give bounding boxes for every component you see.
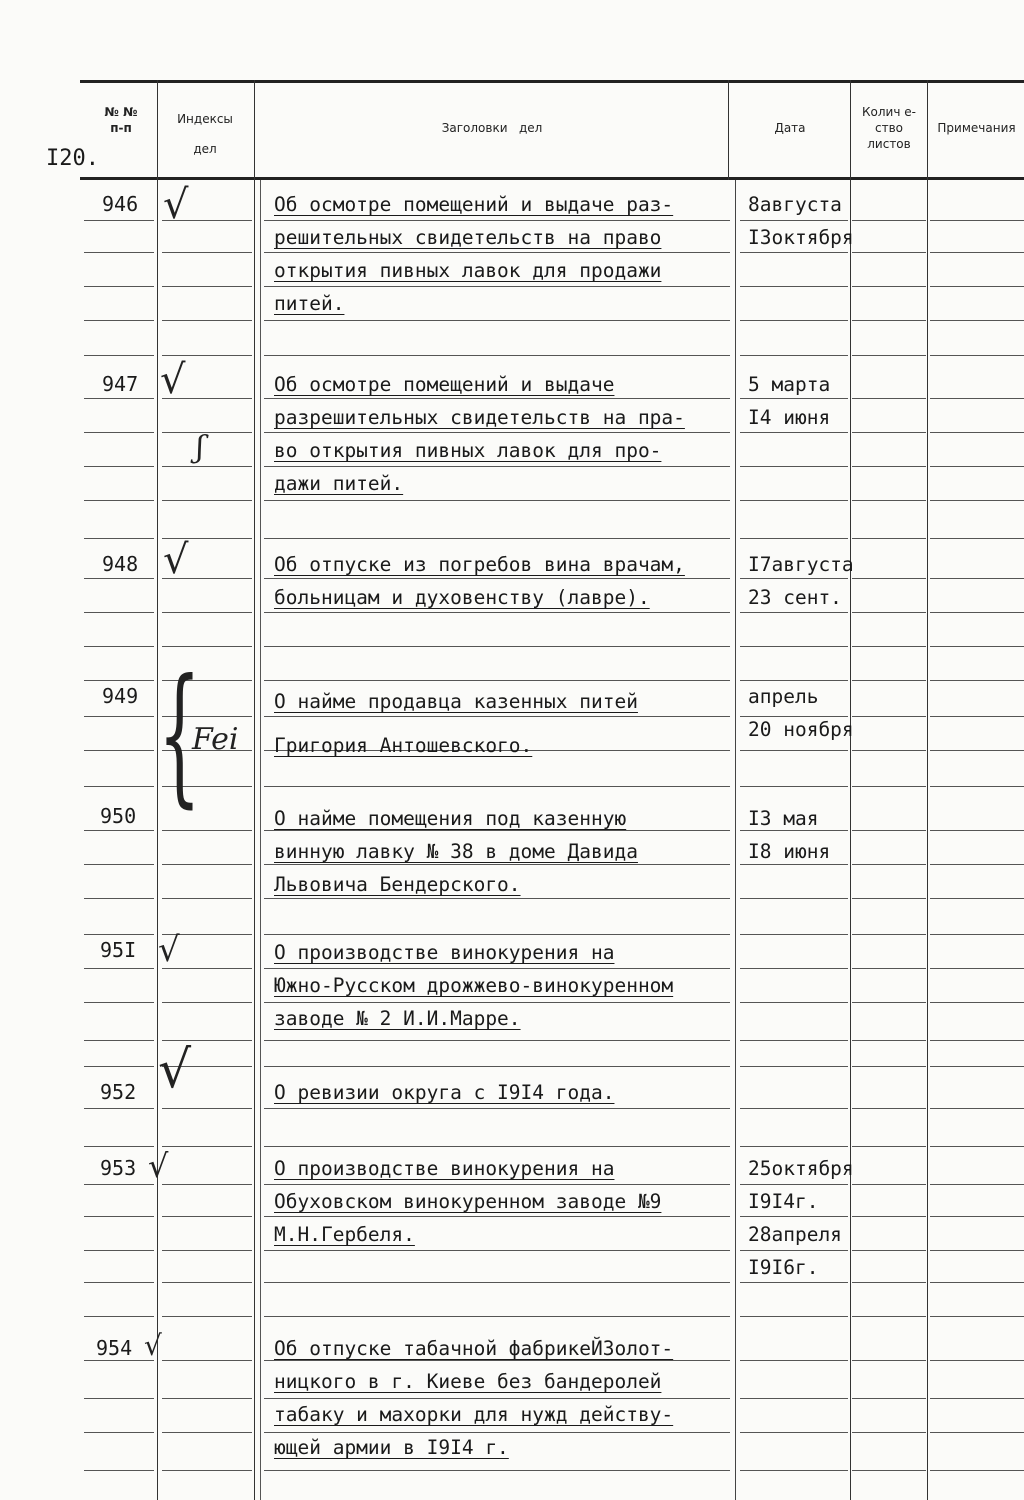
ruled-line [930, 612, 1024, 613]
ruled-line [264, 320, 730, 321]
column-divider [728, 80, 729, 180]
ruled-line [740, 786, 848, 787]
ruled-line [852, 398, 926, 399]
ruled-line [852, 1250, 926, 1251]
entry-date: I9I4г. [748, 1190, 819, 1213]
entry-title-line: питей. [274, 292, 345, 315]
ruled-line [84, 1398, 154, 1399]
ruled-line [84, 252, 154, 253]
entry-number: 946 [102, 192, 139, 216]
ruled-line [264, 500, 730, 501]
ruled-line [162, 1146, 252, 1147]
ruled-line [740, 1360, 848, 1361]
ruled-line [162, 864, 252, 865]
ruled-line [930, 220, 1024, 221]
entry-number: 954 [96, 1336, 133, 1360]
ruled-line [264, 934, 730, 935]
entry-title-line: ющей армии в I9I4 г. [274, 1436, 509, 1459]
ruled-line [930, 538, 1024, 539]
ruled-line [84, 612, 154, 613]
entry-date: 5 марта [748, 373, 831, 396]
header-col-date-text: Дата [774, 121, 806, 135]
header-top-rule [80, 80, 1024, 83]
ruled-line [930, 500, 1024, 501]
ruled-line [162, 830, 252, 831]
ruled-line [84, 1108, 154, 1109]
ruled-line [84, 864, 154, 865]
entry-title-line: Об отпуске табачной фабрикеЙЗолот- [274, 1337, 674, 1360]
entry-title-line: разрешительных свидетельств на пра- [274, 406, 685, 429]
ruled-line [852, 786, 926, 787]
check-mark-icon: √ [163, 537, 189, 583]
entry-number: 953 [100, 1156, 137, 1180]
entry-title [274, 548, 685, 614]
ruled-line [852, 466, 926, 467]
ruled-line [852, 1316, 926, 1317]
entry-title-line: винную лавку № 38 в доме Давида [274, 840, 638, 863]
ruled-line [84, 680, 154, 681]
ruled-line [84, 750, 154, 751]
ruled-line [162, 1184, 252, 1185]
ruled-line [930, 1146, 1024, 1147]
ruled-line [162, 1282, 252, 1283]
ruled-line [852, 500, 926, 501]
ruled-line [84, 1002, 154, 1003]
entry-title-line: Григория Антошевского. [274, 734, 533, 757]
entry-dates [748, 368, 830, 434]
ruled-line [852, 538, 926, 539]
ruled-line [740, 1398, 848, 1399]
ruled-line [162, 1316, 252, 1317]
ruled-line [162, 1470, 252, 1471]
ruled-line [930, 646, 1024, 647]
ruled-line [84, 355, 154, 356]
ruled-line [852, 1282, 926, 1283]
check-mark-icon: √ [148, 1147, 169, 1185]
ruled-line [852, 320, 926, 321]
ruled-line [930, 355, 1024, 356]
ruled-line [162, 1398, 252, 1399]
header-col-count-text: Колич е- ство листов [862, 105, 916, 151]
ruled-line [264, 1470, 730, 1471]
check-mark-icon: √ [158, 1040, 192, 1100]
ruled-line [930, 1002, 1024, 1003]
entry-title-line: О ревизии округа с I9I4 года. [274, 1081, 615, 1104]
entry-number: 947 [102, 372, 139, 396]
ruled-line [264, 1066, 730, 1067]
ruled-line [84, 1040, 154, 1041]
check-mark-icon: √ [160, 357, 186, 403]
entry-date: I3 мая [748, 807, 819, 830]
ruled-line [930, 786, 1024, 787]
ruled-line [930, 320, 1024, 321]
ruled-line [84, 320, 154, 321]
entry-title-line: ницкого в г. Киеве без бандеролей [274, 1370, 662, 1393]
ruled-line [740, 898, 848, 899]
ruled-line [84, 1146, 154, 1147]
entry-date: I9I6г. [748, 1256, 819, 1279]
ruled-line [852, 1432, 926, 1433]
entry-title-line: Южно-Русском дрожжево-винокуренном [274, 974, 674, 997]
ruled-line [852, 1040, 926, 1041]
ruled-line [740, 286, 848, 287]
ruled-line [852, 1398, 926, 1399]
entry-number: 949 [102, 684, 139, 708]
scribble-mark-icon: ʃ [196, 430, 205, 465]
ruled-line [740, 466, 848, 467]
ruled-line [852, 612, 926, 613]
ruled-line [84, 1184, 154, 1185]
ruled-line [852, 355, 926, 356]
entry-date: I3октября [748, 226, 854, 249]
ruled-line [740, 538, 848, 539]
entry-date: 28апреля [748, 1223, 842, 1246]
ruled-line [930, 898, 1024, 899]
ruled-line [852, 750, 926, 751]
ruled-line [930, 1250, 1024, 1251]
entry-date: I7августа [748, 553, 854, 576]
header-col-index-text: Индексы дел [177, 112, 233, 156]
ruled-line [162, 286, 252, 287]
entry-title-line: дажи питей. [274, 472, 404, 495]
ruled-line [852, 898, 926, 899]
ruled-line [852, 934, 926, 935]
check-mark-icon: √ [158, 930, 180, 970]
entry-dates [748, 1152, 854, 1284]
entry-title-line: открытия пивных лавок для продажи [274, 259, 662, 282]
ruled-line [84, 1316, 154, 1317]
ruled-line [930, 1432, 1024, 1433]
entry-title-line: табаку и махорки для нужд действу- [274, 1403, 674, 1426]
ruled-line [264, 1040, 730, 1041]
ruled-line [264, 646, 730, 647]
ruled-line [84, 786, 154, 787]
entry-number: 95I [100, 938, 137, 962]
ruled-line [740, 355, 848, 356]
ruled-line [930, 1360, 1024, 1361]
ruled-line [930, 432, 1024, 433]
entry-title-line: Львовича Бендерского. [274, 873, 521, 896]
ruled-line [852, 1002, 926, 1003]
entry-title-line: Об осмотре помещений и выдаче [274, 373, 615, 396]
ruled-line [264, 538, 730, 539]
ruled-line [84, 1432, 154, 1433]
ruled-line [162, 432, 252, 433]
entry-title [274, 802, 638, 901]
ruled-line [852, 1066, 926, 1067]
ruled-line [162, 466, 252, 467]
ruled-line [162, 355, 252, 356]
ruled-line [162, 1216, 252, 1217]
entry-date: апрель [748, 685, 819, 708]
ruled-line [84, 1250, 154, 1251]
ruled-line [162, 1002, 252, 1003]
header-col-notes-text: Примечания [937, 121, 1016, 135]
ruled-line [84, 1066, 154, 1067]
ruled-line [930, 286, 1024, 287]
entry-dates [748, 188, 854, 254]
ruled-line [740, 1316, 848, 1317]
entry-title [274, 188, 673, 320]
ruled-line [162, 646, 252, 647]
ruled-line [852, 646, 926, 647]
ruled-line [84, 898, 154, 899]
ruled-line [930, 1184, 1024, 1185]
ruled-line [852, 716, 926, 717]
ruled-line [930, 1108, 1024, 1109]
ruled-line [852, 968, 926, 969]
ruled-line [740, 1066, 848, 1067]
check-mark-icon: √ [144, 1329, 162, 1362]
ruled-line [852, 1184, 926, 1185]
ruled-line [930, 864, 1024, 865]
ruled-line [264, 1146, 730, 1147]
entry-title [274, 1076, 614, 1109]
ruled-line [162, 252, 252, 253]
ruled-line [930, 1040, 1024, 1041]
ruled-line [84, 466, 154, 467]
entry-number: 948 [102, 552, 139, 576]
ruled-line [84, 646, 154, 647]
header-col-num [88, 104, 154, 136]
ruled-line [84, 934, 154, 935]
entry-title-line: Об отпуске из погребов вина врачам, [274, 553, 685, 576]
entry-title-line: больницам и духовенству (лавре). [274, 586, 650, 609]
ruled-line [852, 252, 926, 253]
ruled-line [930, 1066, 1024, 1067]
ruled-line [930, 1282, 1024, 1283]
ruled-line [84, 220, 154, 221]
ruled-line [740, 1002, 848, 1003]
entry-title [274, 1332, 673, 1464]
column-divider [927, 80, 928, 1500]
page-number: I20. [46, 146, 99, 171]
ruled-line [84, 1470, 154, 1471]
ruled-line [84, 1216, 154, 1217]
entry-date: 8августа [748, 193, 842, 216]
entry-date: I4 июня [748, 406, 831, 429]
ruled-line [162, 1250, 252, 1251]
ruled-line [852, 432, 926, 433]
check-mark-icon: √ [163, 182, 189, 228]
entry-dates [748, 802, 830, 868]
header-col-notes [929, 120, 1024, 136]
header-col-count [852, 104, 926, 152]
entry-title [274, 936, 673, 1035]
ruled-line [852, 830, 926, 831]
header-col-date [732, 120, 848, 136]
ruled-line [740, 320, 848, 321]
entry-dates [748, 548, 854, 614]
ruled-line [84, 716, 154, 717]
ruled-line [740, 646, 848, 647]
entry-title-line: заводе № 2 И.И.Марре. [274, 1007, 521, 1030]
ruled-line [740, 968, 848, 969]
ruled-line [930, 750, 1024, 751]
entry-title [274, 1152, 661, 1251]
ruled-line [740, 1040, 848, 1041]
ruled-line [740, 500, 848, 501]
ruled-line [930, 1216, 1024, 1217]
entry-title-line: решительных свидетельств на право [274, 226, 662, 249]
entry-title-line: О производстве винокурения на [274, 1157, 615, 1180]
ruled-line [930, 680, 1024, 681]
ruled-line [264, 786, 730, 787]
ruled-line [162, 898, 252, 899]
ruled-line [852, 1216, 926, 1217]
ruled-line [84, 1282, 154, 1283]
ruled-line [84, 578, 154, 579]
ruled-line [852, 578, 926, 579]
column-divider [260, 180, 261, 1500]
entry-title-line: О производстве винокурения на [274, 941, 615, 964]
entry-title [274, 368, 685, 500]
entry-title-line: М.Н.Гербеля. [274, 1223, 415, 1246]
ruled-line [264, 1282, 730, 1283]
ruled-line [930, 1470, 1024, 1471]
ruled-line [162, 612, 252, 613]
column-divider [254, 80, 255, 1500]
ruled-line [740, 1108, 848, 1109]
ruled-line [264, 355, 730, 356]
entry-title-line: О найме помещения под казенную [274, 807, 627, 830]
column-divider [850, 80, 851, 1500]
entry-date: 23 сент. [748, 586, 842, 609]
brace-mark-icon: { [158, 648, 201, 822]
ruled-line [84, 500, 154, 501]
header-col-titles [262, 120, 722, 136]
ruled-line [930, 466, 1024, 467]
ruled-line [740, 750, 848, 751]
ruled-line [162, 500, 252, 501]
header-bottom-rule [80, 177, 1024, 180]
entry-title-line: Обуховском винокуренном заводе №9 [274, 1190, 662, 1213]
ruled-line [852, 864, 926, 865]
ruled-line [930, 1316, 1024, 1317]
ruled-line [162, 1108, 252, 1109]
entry-dates [748, 680, 854, 746]
ruled-line [930, 968, 1024, 969]
entry-number: 950 [100, 804, 137, 828]
ruled-line [84, 968, 154, 969]
ruled-line [84, 398, 154, 399]
entry-date: I8 июня [748, 840, 831, 863]
entry-title-line: во открытия пивных лавок для про- [274, 439, 662, 462]
entry-title [274, 680, 638, 768]
entry-number: 952 [100, 1080, 137, 1104]
ruled-line [852, 286, 926, 287]
ruled-line [852, 220, 926, 221]
ruled-line [162, 1360, 252, 1361]
entry-title-line: О найме продавца казенных питей [274, 690, 638, 713]
ruled-line [852, 1108, 926, 1109]
ruled-line [740, 934, 848, 935]
column-divider [735, 180, 736, 1500]
entry-title-line: Об осмотре помещений и выдаче раз- [274, 193, 674, 216]
entry-date: 20 ноября [748, 718, 854, 741]
ruled-line [852, 1360, 926, 1361]
ruled-line [852, 1146, 926, 1147]
initials-mark-icon: Fei [192, 722, 239, 757]
ruled-line [930, 578, 1024, 579]
ruled-line [264, 1316, 730, 1317]
ruled-line [740, 1470, 848, 1471]
ruled-line [740, 1146, 848, 1147]
header-col-titles-text: Заголовки дел [441, 121, 543, 135]
ruled-line [930, 934, 1024, 935]
header-col-index [160, 104, 250, 164]
ruled-line [930, 716, 1024, 717]
ruled-line [84, 286, 154, 287]
ruled-line [930, 830, 1024, 831]
ruled-line [852, 680, 926, 681]
ruled-line [930, 1398, 1024, 1399]
ruled-line [852, 1470, 926, 1471]
header-col-num-text: № № п-п [104, 105, 138, 135]
ruled-line [84, 538, 154, 539]
entry-date: 25октября [748, 1157, 854, 1180]
ruled-line [740, 1432, 848, 1433]
ruled-line [84, 830, 154, 831]
ruled-line [930, 398, 1024, 399]
ruled-line [84, 432, 154, 433]
ruled-line [162, 320, 252, 321]
ruled-line [162, 1432, 252, 1433]
ruled-line [930, 252, 1024, 253]
